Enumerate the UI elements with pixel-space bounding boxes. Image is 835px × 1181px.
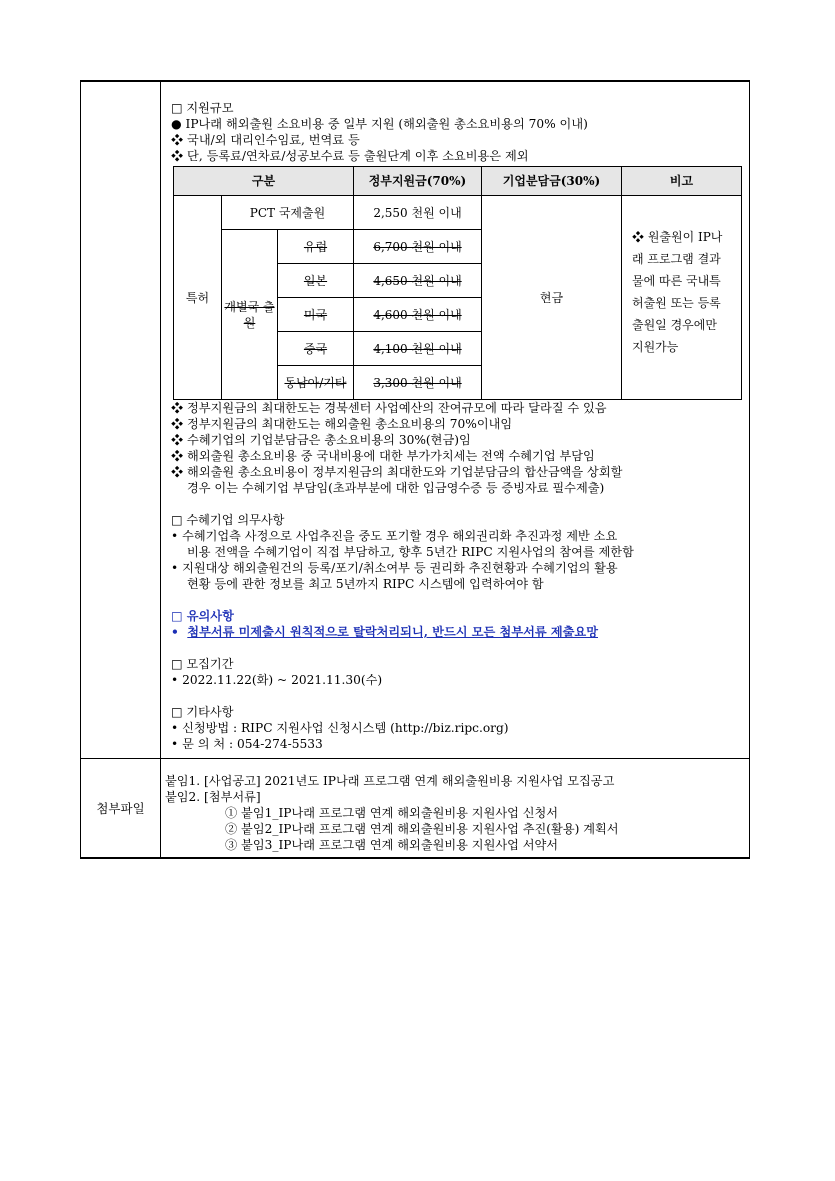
country-value: 3,300 천원 이내 bbox=[354, 366, 482, 400]
etc-line: • 신청방법 : RIPC 지원사업 신청시스템 (http://biz.ripc.org) bbox=[171, 721, 509, 735]
note-line: ❖ 수혜기업의 기업분담금은 총소요비용의 30%(현금)임 bbox=[171, 433, 471, 447]
attachments-cell bbox=[161, 759, 750, 859]
note-line: ❖ 정부지원금의 최대한도는 경북센터 사업예산의 잔여규모에 따라 달라질 수 있음 bbox=[171, 401, 607, 415]
note-line: ❖ 해외출원 총소요비용 중 국내비용에 대한 부가가치세는 전액 수혜기업 부담임 bbox=[171, 449, 595, 463]
header-category: 구분 bbox=[174, 167, 354, 196]
caution-line: 첨부서류 미제출시 원칙적으로 탈락처리되니, 반드시 모든 첨부서류 제출요망 bbox=[187, 625, 598, 639]
obligation-line: 현황 등에 관한 정보를 최고 5년까지 RIPC 시스템에 입력하여야 함 bbox=[187, 577, 544, 591]
country-name: 일본 bbox=[278, 264, 354, 298]
scale-line: ● IP나래 해외출원 소요비용 중 일부 지원 (해외출원 총소요비용의 70% 이내) bbox=[171, 117, 588, 131]
header-gov: 정부지원금(70%) bbox=[354, 167, 482, 196]
pct-value: 2,550 천원 이내 bbox=[354, 196, 482, 230]
support-table bbox=[173, 166, 742, 400]
obligation-line: • 수혜기업측 사정으로 사업추진을 중도 포기할 경우 해외권리화 추진과정 제반 소요 bbox=[171, 529, 618, 543]
note-line: 경우 이는 수혜기업 부담임(초과부분에 대한 입금영수증 등 증빙자료 필수제출) bbox=[187, 481, 605, 495]
obligation-line: 비용 전액을 수혜기업이 직접 부담하고, 향후 5년간 RIPC 지원사업의 참여를 제한함 bbox=[187, 545, 634, 559]
scale-heading: □ 지원규모 bbox=[171, 101, 234, 115]
note-line: ❖ 정부지원금의 최대한도는 해외출원 총소요비용의 70%이내임 bbox=[171, 417, 513, 431]
attachment-line: 붙임2. [첨부서류] bbox=[165, 790, 261, 804]
pct-label: PCT 국제출원 bbox=[222, 196, 354, 230]
etc-line: • 문 의 처 : 054-274-5533 bbox=[171, 737, 323, 751]
header-remark: 비고 bbox=[622, 167, 742, 196]
attachment-line: 붙임1. [사업공고] 2021년도 IP나래 프로그램 연계 해외출원비용 지원사업 모집공고 bbox=[165, 774, 615, 788]
caution-bullet: • bbox=[171, 625, 179, 639]
etc-heading: □ 기타사항 bbox=[171, 705, 234, 719]
scale-line: ❖ 단, 등록료/연차료/성공보수료 등 출원단계 이후 소요비용은 제외 bbox=[171, 149, 529, 163]
country-name: 중국 bbox=[278, 332, 354, 366]
obligation-line: • 지원대상 해외출원건의 등록/포기/취소여부 등 권리화 추진현황과 수혜기업의 활용 bbox=[171, 561, 618, 575]
country-name: 미국 bbox=[278, 298, 354, 332]
patent-label: 특허 bbox=[174, 196, 222, 400]
attachments-label: 첨부파일 bbox=[81, 759, 161, 859]
content-cell bbox=[161, 81, 750, 759]
country-value: 4,100 천원 이내 bbox=[354, 332, 482, 366]
left-label-cell bbox=[81, 81, 161, 759]
obligations-heading: □ 수혜기업 의무사항 bbox=[171, 513, 285, 527]
attachment-sub: ① 붙임1_IP나래 프로그램 연계 해외출원비용 지원사업 신청서 bbox=[225, 806, 559, 820]
company-share: 현금 bbox=[482, 196, 622, 400]
country-name: 동남아/기타 bbox=[278, 366, 354, 400]
header-company: 기업분담금(30%) bbox=[482, 167, 622, 196]
notice-table bbox=[80, 80, 750, 859]
period-line: • 2022.11.22(화) ~ 2021.11.30(수) bbox=[171, 673, 383, 687]
country-value: 4,650 천원 이내 bbox=[354, 264, 482, 298]
country-label: 개별국 출원 bbox=[222, 230, 278, 400]
caution-heading: □ 유의사항 bbox=[171, 609, 234, 623]
period-heading: □ 모집기간 bbox=[171, 657, 234, 671]
attachment-sub: ③ 붙임3_IP나래 프로그램 연계 해외출원비용 지원사업 서약서 bbox=[225, 838, 559, 852]
country-value: 4,600 천원 이내 bbox=[354, 298, 482, 332]
country-name: 유럽 bbox=[278, 230, 354, 264]
country-value: 6,700 천원 이내 bbox=[354, 230, 482, 264]
attachment-sub: ② 붙임2_IP나래 프로그램 연계 해외출원비용 지원사업 추진(활용) 계획서 bbox=[225, 822, 619, 836]
remark-note: ❖ 원출원이 IP나래 프로그램 결과물에 따른 국내특허출원 또는 등록출원일 경우에만 지원가능 bbox=[622, 196, 742, 400]
note-line: ❖ 해외출원 총소요비용이 정부지원금의 최대한도와 기업분담금의 합산금액을 상회할 bbox=[171, 465, 623, 479]
scale-line: ❖ 국내/외 대리인수임료, 번역료 등 bbox=[171, 133, 360, 147]
